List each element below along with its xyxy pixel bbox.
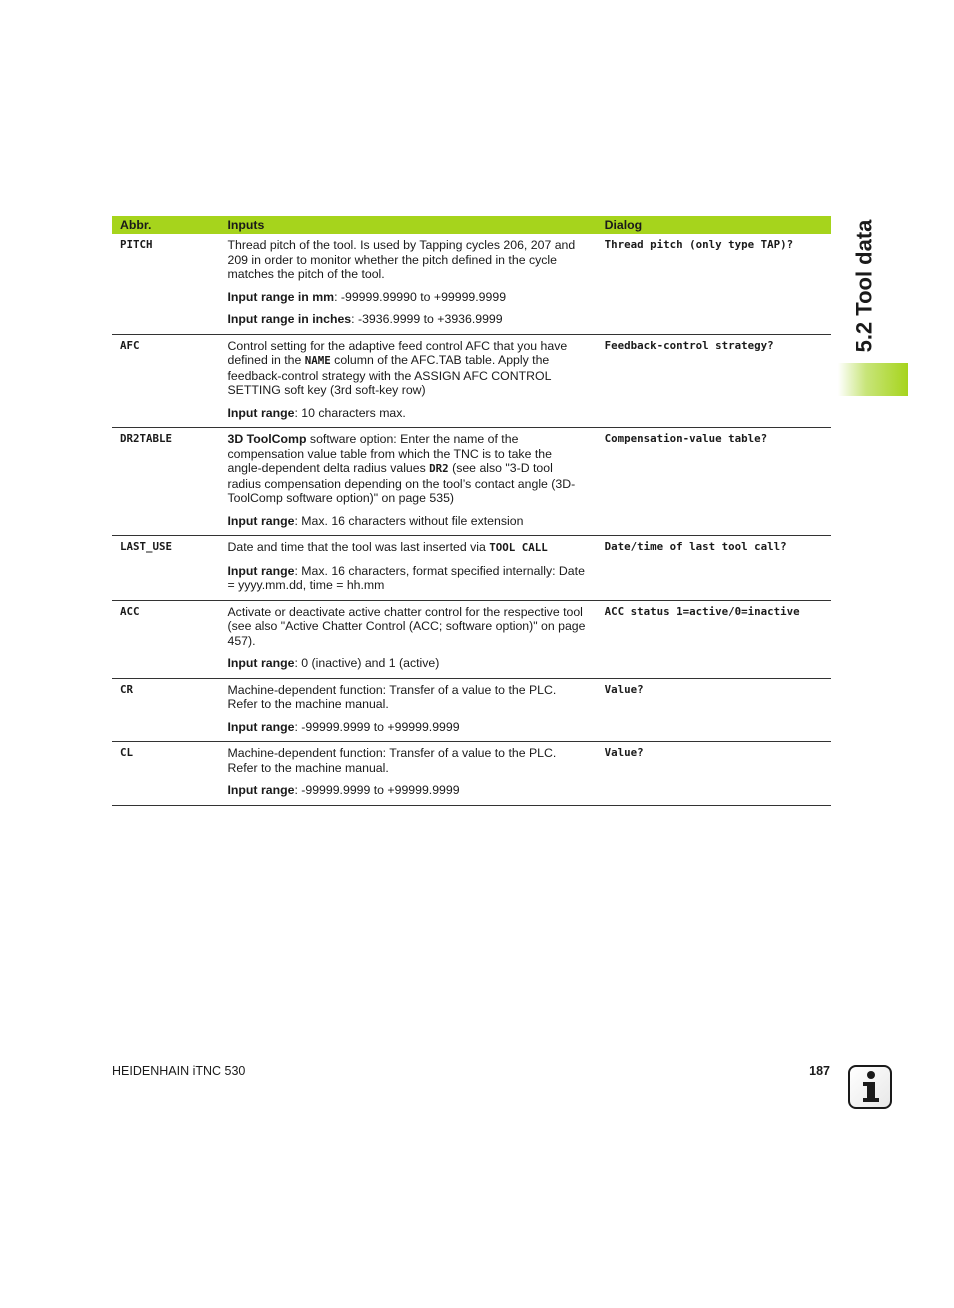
range-text: : 0 (inactive) and 1 (active): [294, 656, 440, 670]
footer-product-name: HEIDENHAIN iTNC 530: [112, 1064, 246, 1078]
code-term: DR2: [429, 462, 449, 475]
input-range: [227, 290, 588, 305]
page-number: 187: [809, 1064, 830, 1078]
table-row: [112, 428, 831, 536]
range-text: : -99999.9999 to +99999.9999: [294, 719, 460, 734]
inputs-cell: [219, 600, 596, 678]
description-text: software option: Enter the name of the compensation value table from which the TNC is to take the angle-dependent delta radius values: [227, 432, 552, 475]
dialog-cell: ACC status 1=active/0=inactive: [597, 600, 831, 678]
range-label: Input range in mm: [227, 289, 335, 304]
range-text: : -3936.9999 to +3936.9999: [351, 312, 503, 326]
input-range: [227, 312, 588, 327]
range-label: Input range: [227, 513, 295, 528]
range-text: : -99999.9999 to +99999.9999: [294, 783, 460, 797]
abbr-cell: ACC: [112, 600, 219, 678]
table-row: [112, 678, 831, 742]
description: [227, 540, 588, 556]
header-dialog: Dialog: [597, 216, 831, 234]
description: Thread pitch of the tool. Is used by Tapping cycles 206, 207 and 209 in order to monitor whether the pitch defined in the cycle matches the pitch of the tool.: [227, 238, 576, 281]
dialog-cell: Feedback-control strategy?: [597, 334, 831, 428]
input-range: [227, 720, 588, 735]
inputs-cell: [219, 428, 596, 536]
code-term: TOOL CALL: [489, 541, 548, 554]
input-range: [227, 406, 588, 421]
input-range: [227, 783, 588, 798]
dialog-cell: Value?: [597, 742, 831, 806]
range-label: Input range: [227, 563, 295, 578]
abbr-cell: LAST_USE: [112, 536, 219, 601]
inputs-cell: [219, 678, 596, 742]
description: [227, 432, 588, 506]
range-label: Input range in inches: [227, 312, 352, 326]
input-range: [227, 514, 588, 529]
option-name: 3D ToolComp: [227, 432, 307, 446]
description-text: column of the AFC.TAB table. Apply the feedback-control strategy with the ASSIGN AFC CONTROL SETTING soft key (3rd soft-key row): [227, 353, 551, 397]
chapter-title-text: 5.2 Tool data: [851, 219, 876, 353]
abbr-cell: CR: [112, 678, 219, 742]
inputs-cell: [219, 234, 596, 334]
code-term: NAME: [304, 354, 331, 367]
table-row: [112, 234, 831, 334]
range-text: : -99999.99990 to +99999.9999: [334, 289, 507, 304]
abbr-cell: DR2TABLE: [112, 428, 219, 536]
dialog-cell: Thread pitch (only type TAP)?: [597, 234, 831, 334]
input-range: [227, 564, 588, 593]
abbr-cell: CL: [112, 742, 219, 806]
dialog-cell: Compensation-value table?: [597, 428, 831, 536]
table-row: [112, 600, 831, 678]
header-inputs: Inputs: [219, 216, 596, 234]
description: Activate or deactivate active chatter control for the respective tool (see also "Active Chatter Control (ACC; software option)" on page 457).: [227, 604, 586, 648]
range-label: Input range: [227, 783, 295, 797]
range-label: Input range: [227, 656, 295, 670]
chapter-tab-marker: [838, 363, 908, 396]
table-row: [112, 742, 831, 806]
description-text: Date and time that the tool was last inserted via: [227, 540, 490, 554]
description: Machine-dependent function: Transfer of a value to the PLC. Refer to the machine manual.: [227, 746, 557, 775]
description-text: Control setting for the adaptive feed control AFC that you have defined in the: [227, 338, 568, 367]
info-glyph: [850, 1067, 890, 1107]
description: Machine-dependent function: Transfer of a value to the PLC. Refer to the machine manual.: [227, 682, 557, 711]
info-icon: [848, 1065, 892, 1109]
dialog-cell: Value?: [597, 678, 831, 742]
range-text: : Max. 16 characters without file extension: [294, 513, 524, 528]
inputs-cell: [219, 536, 596, 601]
dialog-cell: Date/time of last tool call?: [597, 536, 831, 601]
range-label: Input range: [227, 719, 295, 734]
input-range: [227, 656, 588, 671]
inputs-cell: [219, 334, 596, 428]
range-text: : Max. 16 characters, format specified internally: Date = yyyy.mm.dd, time = hh.mm: [227, 563, 585, 592]
table-row: [112, 536, 831, 601]
header-abbr: Abbr.: [112, 216, 219, 234]
table-row: [112, 334, 831, 428]
inputs-cell: [219, 742, 596, 806]
description: [227, 339, 588, 398]
tool-data-table: [112, 216, 831, 806]
abbr-cell: AFC: [112, 334, 219, 428]
range-label: Input range: [227, 405, 295, 420]
abbr-cell: PITCH: [112, 234, 219, 334]
table-header-row: [112, 216, 831, 234]
chapter-side-title: [851, 216, 877, 356]
range-text: : 10 characters max.: [294, 405, 406, 420]
description-text: (see also "3-D tool radius compensation depending on the tool’s contact angle (3D-ToolComp software option)" on page 535): [227, 461, 576, 505]
